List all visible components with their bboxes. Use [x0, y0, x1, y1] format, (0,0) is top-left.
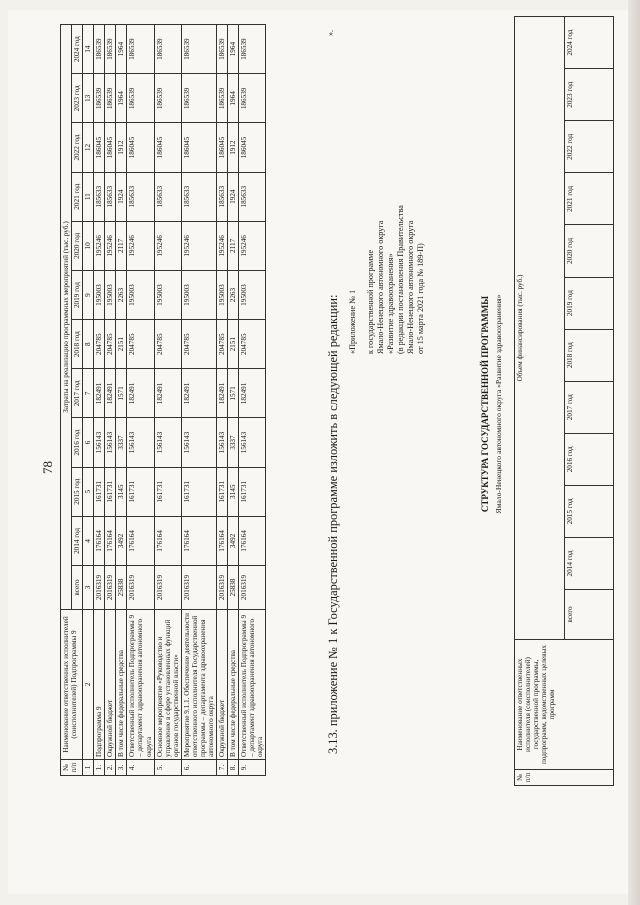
row-value: 186045: [154, 123, 181, 172]
row-value: 156143: [181, 418, 216, 467]
row-number: 6.: [181, 760, 216, 776]
year-header: 2024 год: [72, 25, 83, 74]
row-value: 186539: [127, 25, 154, 74]
row-value: 156143: [127, 418, 154, 467]
row-number: 8.: [228, 760, 239, 776]
appendix-line: «Приложение № 1: [348, 289, 357, 354]
row-value: 182491: [217, 369, 228, 418]
t2-year-header: 2018 год: [564, 329, 614, 381]
row-value: 186539: [105, 25, 116, 74]
row-value: 204785: [154, 320, 181, 369]
index-cell: 8: [83, 320, 94, 369]
appendix-line: к государственной программе: [366, 249, 375, 354]
row-value: 186539: [217, 25, 228, 74]
row-number: 3.: [116, 760, 127, 776]
t2-year-header: 2022 год: [564, 121, 614, 173]
row-value: 185633: [154, 172, 181, 221]
table-row: [105, 25, 116, 776]
row-value: 3492: [228, 516, 239, 565]
row-value: 182491: [127, 369, 154, 418]
row-value: 1964: [228, 74, 239, 123]
t2-year-header: 2014 год: [564, 537, 614, 589]
t2-year-header: 2021 год: [564, 173, 614, 225]
row-name: Ответственный исполнитель Подпрограммы 9 – департамент здравоохранения автономного округа: [127, 610, 154, 760]
row-value: 161731: [181, 467, 216, 516]
index-cell: 13: [83, 74, 94, 123]
year-header: 2014 год: [72, 516, 83, 565]
row-value: 161731: [105, 467, 116, 516]
row-value: 204785: [105, 320, 116, 369]
row-value: 195003: [239, 270, 266, 319]
row-number: 7.: [217, 760, 228, 776]
row-value: 195003: [94, 270, 105, 319]
row-number: 4.: [127, 760, 154, 776]
row-value: 156143: [239, 418, 266, 467]
row-value: 204785: [127, 320, 154, 369]
index-cell: 9: [83, 270, 94, 319]
appendix-line: от 15 марта 2021 года № 189-П): [416, 243, 425, 354]
index-cell: 2: [83, 610, 94, 760]
index-cell: 14: [83, 25, 94, 74]
row-value: 156143: [94, 418, 105, 467]
row-value: 3145: [228, 467, 239, 516]
row-value: 3337: [228, 418, 239, 467]
t2-year-header: 2017 год: [564, 381, 614, 433]
table-row: [116, 25, 127, 776]
row-value: 2016319: [154, 566, 181, 610]
t2-col-funding-header: Объем финансирования (тыс. руб.): [515, 17, 565, 640]
row-value: 1912: [228, 123, 239, 172]
row-value: 195246: [127, 221, 154, 270]
row-value: 195003: [127, 270, 154, 319]
index-cell: 4: [83, 516, 94, 565]
row-name: В том числе федеральные средства: [228, 610, 239, 760]
row-name: В том числе федеральные средства: [116, 610, 127, 760]
index-cell: 12: [83, 123, 94, 172]
row-name: Окружной бюджет: [105, 610, 116, 760]
table-row: [217, 25, 228, 776]
row-value: 195246: [94, 221, 105, 270]
row-value: 2016319: [239, 566, 266, 610]
year-header: 2022 год: [72, 123, 83, 172]
index-cell: 3: [83, 566, 94, 610]
index-cell: 5: [83, 467, 94, 516]
appendix-line: Ямало-Ненецкого автономного округа: [406, 220, 415, 354]
row-value: 195246: [239, 221, 266, 270]
row-value: 186539: [181, 74, 216, 123]
row-value: 2117: [116, 221, 127, 270]
table-row: [181, 25, 216, 776]
row-value: 195246: [217, 221, 228, 270]
row-value: 176164: [105, 516, 116, 565]
row-value: 2117: [228, 221, 239, 270]
structure-title: СТРУКТУРА ГОСУДАРСТВЕННОЙ ПРОГРАММЫ: [480, 295, 490, 513]
row-value: 186539: [127, 74, 154, 123]
row-value: 3492: [116, 516, 127, 565]
year-header: 2020 год: [72, 221, 83, 270]
row-value: 2016319: [217, 566, 228, 610]
t2-year-header: 2020 год: [564, 225, 614, 277]
row-value: 186045: [94, 123, 105, 172]
row-value: 186539: [154, 74, 181, 123]
row-value: 2016319: [94, 566, 105, 610]
row-value: 176164: [94, 516, 105, 565]
row-value: 2263: [228, 270, 239, 319]
col-num-header: № п/п: [61, 760, 83, 776]
row-value: 156143: [105, 418, 116, 467]
row-value: 186045: [105, 123, 116, 172]
table-row: [94, 25, 105, 776]
t2-col-num-header: № п/п: [515, 770, 614, 786]
page-number: 78: [40, 461, 55, 474]
row-value: 195246: [181, 221, 216, 270]
table-row: [228, 25, 239, 776]
row-value: 1571: [116, 369, 127, 418]
row-value: 185633: [105, 172, 116, 221]
row-number: 2.: [105, 760, 116, 776]
row-number: 9.: [239, 760, 266, 776]
row-value: 204785: [239, 320, 266, 369]
row-value: 185633: [94, 172, 105, 221]
rotated-page: [8, 10, 628, 894]
row-value: 185633: [181, 172, 216, 221]
row-value: 2263: [116, 270, 127, 319]
row-value: 186539: [94, 74, 105, 123]
row-value: 2016319: [105, 566, 116, 610]
row-value: 1964: [116, 25, 127, 74]
row-value: 156143: [154, 418, 181, 467]
index-cell: 6: [83, 418, 94, 467]
t2-year-header: 2016 год: [564, 433, 614, 485]
col-expenses-header: Затраты на реализацию программных мероприятий (тыс. руб.): [61, 25, 72, 610]
row-value: 186045: [239, 123, 266, 172]
row-value: 204785: [94, 320, 105, 369]
row-value: 176164: [127, 516, 154, 565]
row-number: 5.: [154, 760, 181, 776]
row-value: 3145: [116, 467, 127, 516]
row-value: 1924: [116, 172, 127, 221]
row-value: 176164: [181, 516, 216, 565]
row-value: 182491: [239, 369, 266, 418]
appendix-line: [358, 114, 366, 354]
col-name-header: Наименование ответственных исполнителей (соисполнителей) Подпрограммы 9: [61, 610, 83, 760]
row-value: 161731: [239, 467, 266, 516]
index-cell: 10: [83, 221, 94, 270]
row-value: 185633: [239, 172, 266, 221]
row-value: 195003: [181, 270, 216, 319]
row-value: 204785: [181, 320, 216, 369]
year-header: 2016 год: [72, 418, 83, 467]
row-value: 182491: [181, 369, 216, 418]
year-header: 2018 год: [72, 320, 83, 369]
row-value: 195246: [105, 221, 116, 270]
year-header: 2023 год: [72, 74, 83, 123]
row-value: 186045: [181, 123, 216, 172]
row-value: 195003: [154, 270, 181, 319]
row-name: Ответственный исполнитель Подпрограммы 9 – департамент здравоохранения автономного округа: [239, 610, 266, 760]
row-value: 2151: [116, 320, 127, 369]
section-heading: 3.13. приложение № 1 к Государственной программе изложить в следующей редакции:: [326, 294, 340, 754]
row-value: 3337: [116, 418, 127, 467]
year-header: 2015 год: [72, 467, 83, 516]
row-name: Мероприятие 9.1.1. Обеспечение деятельности ответственного исполнителя Государственной программы – департамента здравоохранения автономного округа: [181, 610, 216, 760]
row-value: 156143: [217, 418, 228, 467]
row-value: 186539: [217, 74, 228, 123]
table-row: [154, 25, 181, 776]
row-value: 185633: [127, 172, 154, 221]
row-value: 2016319: [181, 566, 216, 610]
appendix-line: «Развитие здравоохранения»: [386, 253, 395, 354]
row-value: 2016319: [127, 566, 154, 610]
row-value: 195246: [154, 221, 181, 270]
t2-year-header: 2024 год: [564, 17, 614, 69]
row-value: 1964: [228, 25, 239, 74]
row-value: 182491: [94, 369, 105, 418]
row-name: Окружной бюджет: [217, 610, 228, 760]
scan-edge: [628, 0, 640, 905]
row-value: 186045: [127, 123, 154, 172]
t2-col-total-header: всего: [564, 590, 614, 640]
year-header: 2017 год: [72, 369, 83, 418]
row-value: 25838: [228, 566, 239, 610]
col-total-header: всего: [72, 566, 83, 610]
row-value: 176164: [217, 516, 228, 565]
row-name: Основное мероприятие «Руководство и управление в сфере установленных функций органов государственной власти»: [154, 610, 181, 760]
row-value: 1924: [228, 172, 239, 221]
row-number: 1.: [94, 760, 105, 776]
appendix-line: (в редакции постановления Правительства: [396, 205, 405, 354]
closing-mark: ».: [326, 30, 335, 36]
row-value: 182491: [105, 369, 116, 418]
expenses-table: [60, 24, 266, 776]
row-value: 2151: [228, 320, 239, 369]
row-value: 186045: [217, 123, 228, 172]
row-value: 161731: [94, 467, 105, 516]
appendix-line: Ямало-Ненецкого автономного округа: [376, 220, 385, 354]
index-cell: 11: [83, 172, 94, 221]
structure-table: [514, 16, 614, 786]
year-header: 2019 год: [72, 270, 83, 319]
row-value: 195003: [105, 270, 116, 319]
index-cell: 1: [83, 760, 94, 776]
row-value: 186539: [239, 25, 266, 74]
row-name: Подпрограмма 9: [94, 610, 105, 760]
row-value: 186539: [239, 74, 266, 123]
row-value: 161731: [127, 467, 154, 516]
row-value: 1571: [228, 369, 239, 418]
row-value: 161731: [217, 467, 228, 516]
table-row: [239, 25, 266, 776]
appendix-note: [348, 114, 426, 354]
row-value: 195003: [217, 270, 228, 319]
row-value: 176164: [239, 516, 266, 565]
row-value: 186539: [105, 74, 116, 123]
row-value: 186539: [181, 25, 216, 74]
row-value: 176164: [154, 516, 181, 565]
index-cell: 7: [83, 369, 94, 418]
t2-year-header: 2023 год: [564, 69, 614, 121]
row-value: 1964: [116, 74, 127, 123]
table-row: [127, 25, 154, 776]
t2-year-header: 2015 год: [564, 485, 614, 537]
row-value: 1912: [116, 123, 127, 172]
row-value: 186539: [94, 25, 105, 74]
structure-subtitle: Ямало-Ненецкого автономного округа «Развитие здравоохранения»: [494, 294, 503, 514]
row-value: 186539: [154, 25, 181, 74]
row-value: 161731: [154, 467, 181, 516]
t2-col-name-header: Наименование ответственных исполнителя (соисполнителей) государственной программы, подпрограмм, ведомственных целевых программ: [515, 640, 614, 770]
row-value: 185633: [217, 172, 228, 221]
year-header: 2021 год: [72, 172, 83, 221]
row-value: 25838: [116, 566, 127, 610]
row-value: 182491: [154, 369, 181, 418]
t2-year-header: 2019 год: [564, 277, 614, 329]
row-value: 204785: [217, 320, 228, 369]
